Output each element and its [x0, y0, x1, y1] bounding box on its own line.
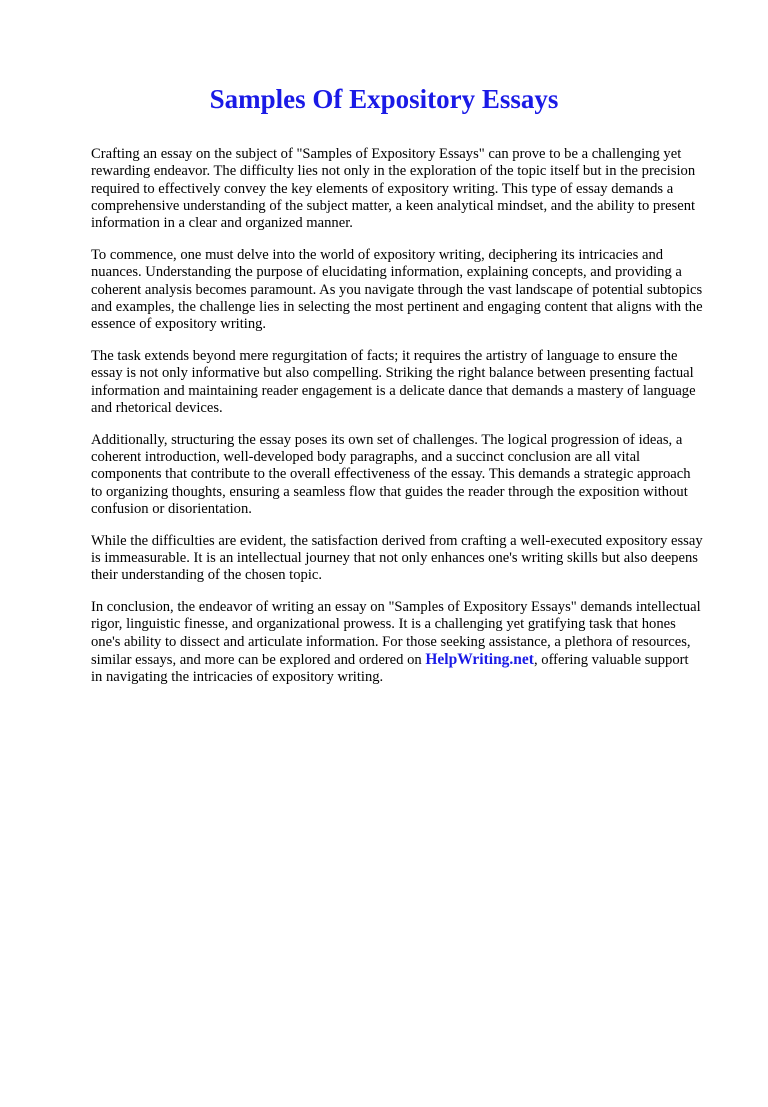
paragraph-3: The task extends beyond mere regurgitation of facts; it requires the artistry of language to ensure the essay is not only informative but also compelling. Striking the right balance between presenting factual information and maintaining reader engagement is a delicate dance that demands a mastery of language and rhetorical devices.	[91, 347, 696, 416]
page-title: Samples Of Expository Essays	[209, 84, 559, 114]
conclusion-text-before-link: In conclusion, the endeavor of writing an essay on "Samples of Expository Essays" demands intellectual rigor, linguistic finesse, and organizational prowess. It is a challenging yet gratifying task that hones one's ability to dissect and articulate information. For those seeking assistance, a plethora of resources, similar essays, and more can be explored and ordered on	[91, 599, 701, 668]
paragraph-conclusion	[91, 599, 703, 686]
paragraph-4: Additionally, structuring the essay poses its own set of challenges. The logical progression of ideas, a coherent introduction, well-developed body paragraphs, and a succinct conclusion are all vital components that contribute to the overall effectiveness of the essay. This demands a strategic approach to organizing thoughts, ensuring a seamless flow that guides the reader through the exposition without confusion or disorientation.	[91, 431, 691, 517]
paragraph-5: While the difficulties are evident, the satisfaction derived from crafting a well-executed expository essay is immeasurable. It is an intellectual journey that not only enhances one's writing skills but also deepens their understanding of the chosen topic.	[91, 532, 703, 584]
paragraph-1: Crafting an essay on the subject of "Samples of Expository Essays" can prove to be a challenging yet rewarding endeavor. The difficulty lies not only in the exploration of the topic itself but in the precision required to effectively convey the key elements of expository writing. This type of essay demands a comprehensive understanding of the subject matter, a keen analytical mindset, and the ability to present information in a clear and organized manner.	[91, 146, 696, 232]
paragraph-2: To commence, one must delve into the world of expository writing, deciphering its intricacies and nuances. Understanding the purpose of elucidating information, explaining concepts, and providing a coherent analysis becomes paramount. As you navigate through the vast landscape of potential subtopics and examples, the challenge lies in selecting the most pertinent and engaging content that aligns with the essence of expository writing.	[91, 246, 703, 333]
conclusion-text-after-link: , offering valuable support in navigating the intricacies of expository writing.	[91, 651, 689, 686]
helpwriting-link[interactable]: HelpWriting.net	[425, 650, 534, 668]
document-page	[0, 83, 768, 1107]
essay-body	[91, 146, 703, 687]
